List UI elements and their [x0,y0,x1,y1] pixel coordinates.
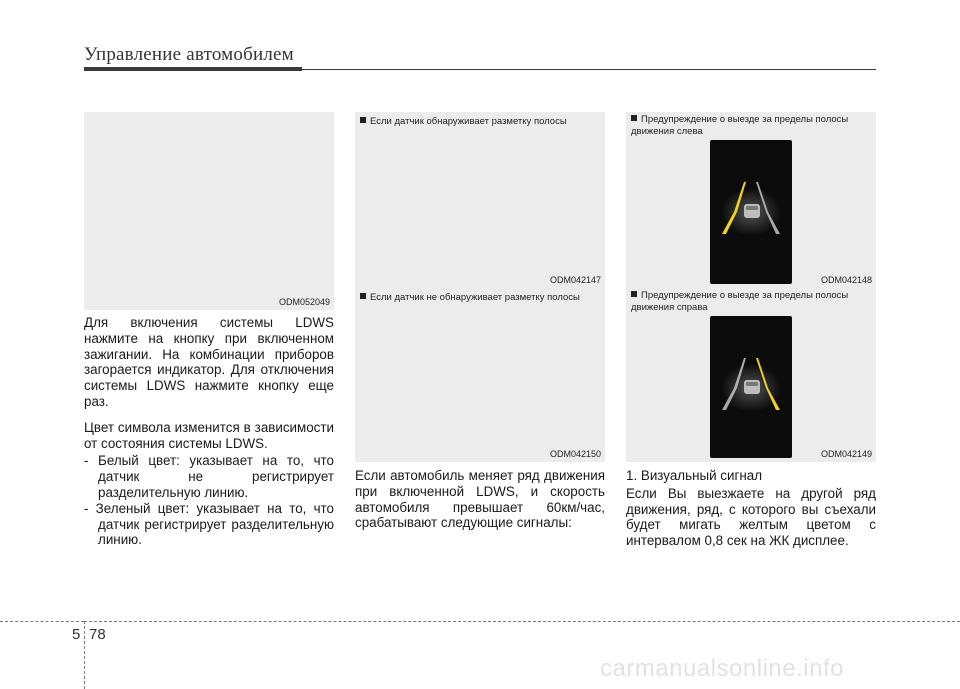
column1-text [84,315,334,548]
lcd-display-right-warning [710,316,792,458]
figure-caption: Предупреждение о выезде за пределы полосы движения слева [631,114,849,137]
figure-lane-not-detected [355,288,605,462]
car-lane-left-icon [710,140,792,284]
figure-caption: Предупреждение о выезде за пределы полосы движения справа [631,290,849,313]
figure-code: ODM052049 [278,297,330,307]
bullet-square-icon [360,117,366,123]
page-header-title: Управление автомобилем [84,44,294,65]
paragraph: Цвет символа изменится в зависимости от состояния системы LDWS. [84,419,334,451]
paragraph: Для включения системы LDWS нажмите на кнопку при включенном зажигании. На комбинации приборов загорается индикатор. Для отключения системы LDWS нажмите кнопку еще раз. [84,315,334,409]
lcd-display-left-warning [710,140,792,284]
figure-caption: Если датчик обнаруживает разметку полосы [360,116,600,128]
car-lane-right-icon [710,316,792,458]
bullet-square-icon [631,115,637,121]
figure-code: ODM042147 [549,275,601,285]
footer-rule [84,621,960,623]
figure-caption: Если датчик не обнаруживает разметку полосы [360,292,600,304]
section-heading: 1. Визуальный сигнал [626,468,763,483]
watermark: carmanualsonline.info [600,655,844,682]
footer-rule [0,621,84,623]
figure-right-lane-warning [626,288,876,462]
figure-code: ODM042149 [820,449,872,459]
list-item: - Белый цвет: указывает на то, что датчик не регистрирует разделительную линию. [84,453,334,500]
bullet-square-icon [360,293,366,299]
list-item: - Зеленый цвет: указывает на то, что датчик регистрирует разделительную линию. [84,500,334,548]
figure-code: ODM042150 [549,449,601,459]
chapter-number: 5 [72,626,81,643]
footer-divider [84,621,85,689]
paragraph: Если Вы выезжаете на другой ряд движения, ряд, с которого вы съехали будет мигать желтым цветом с интервалом 0,8 сек на ЖК дисплее. [626,485,876,549]
bullet-square-icon [631,291,637,297]
figure-left-lane-warning [626,112,876,288]
header-rule-thick [84,67,302,71]
figure-lane-detected [355,112,605,288]
paragraph: Если автомобиль меняет ряд движения при включенной LDWS, и скорость автомобиля превышает 60км/час, срабатывают следующие сигналы: [355,468,605,531]
header-rule-thin [302,69,876,70]
figure-code: ODM042148 [820,275,872,285]
figure-lane-button [84,112,334,310]
column3-text [626,468,876,559]
page-number: 78 [89,626,106,643]
column2-text [355,468,605,541]
